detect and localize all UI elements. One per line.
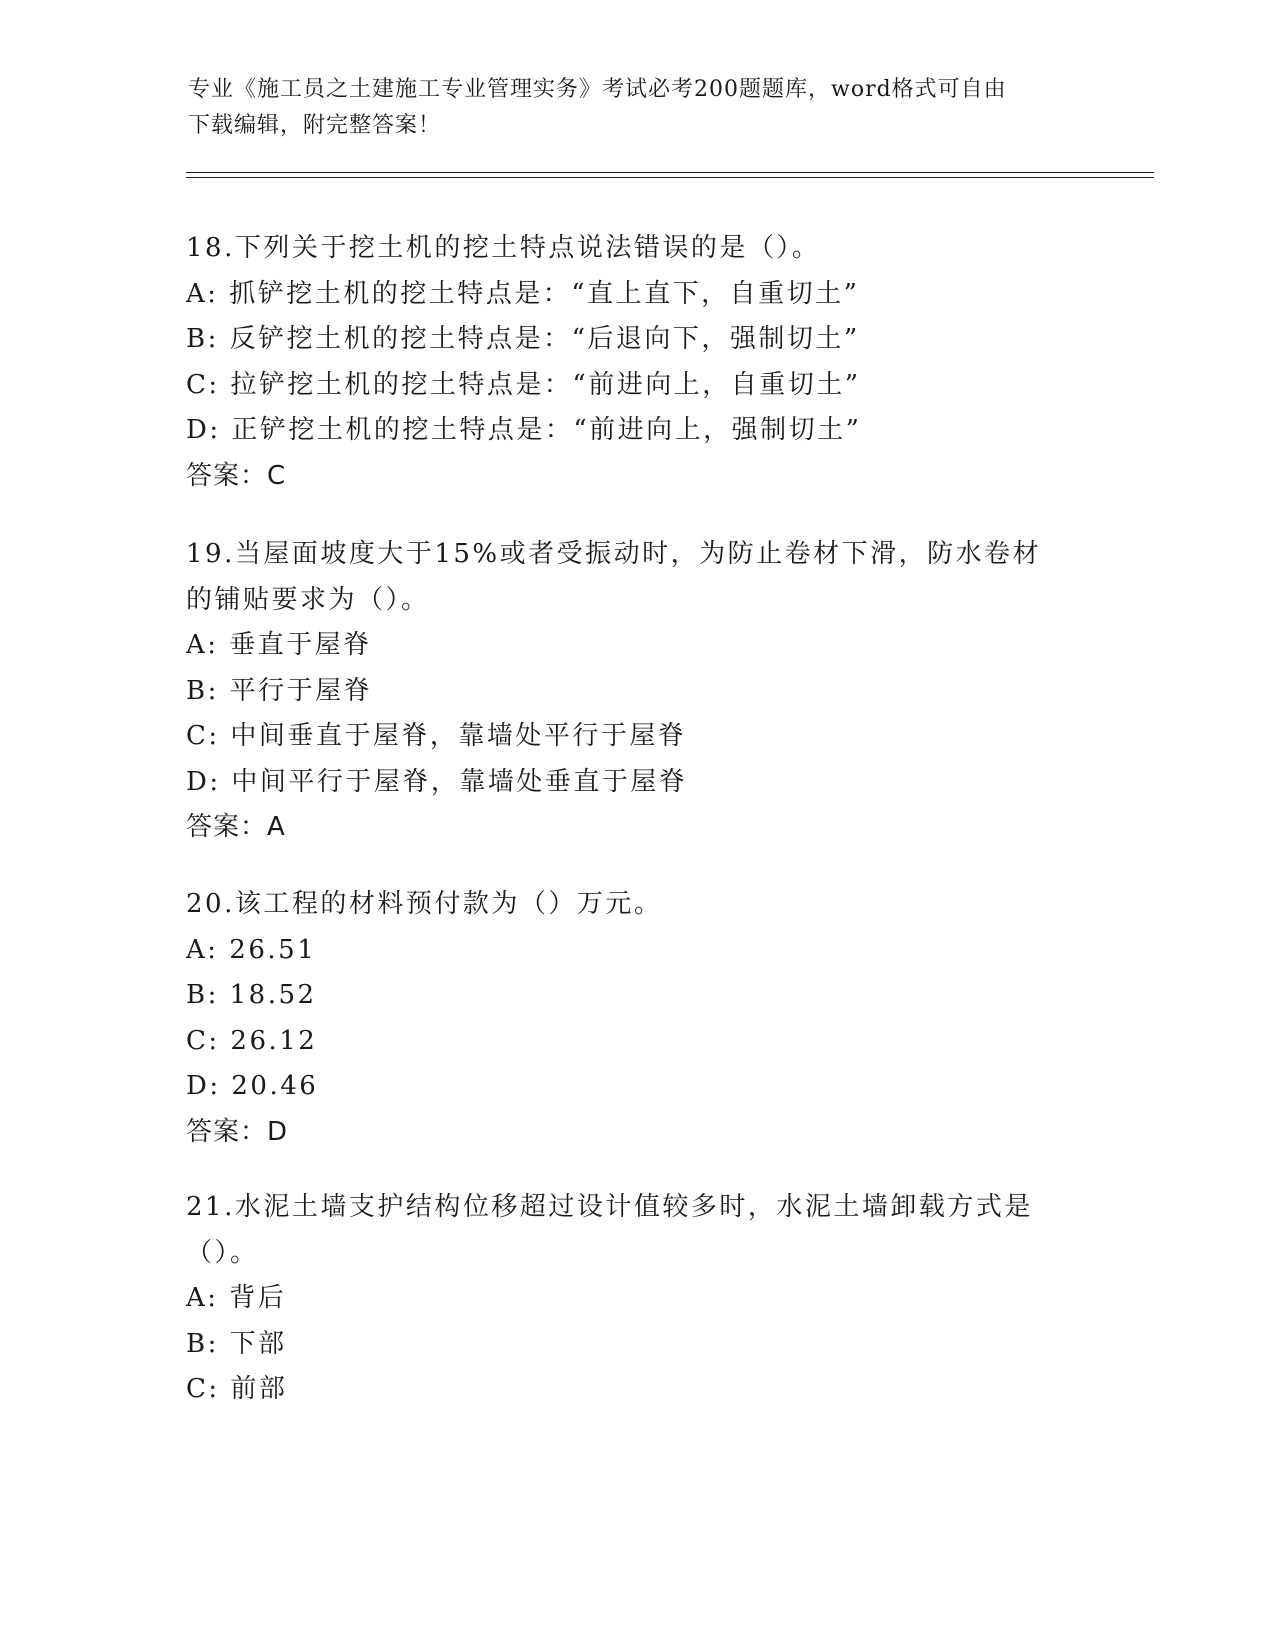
question-19: [186, 532, 1086, 851]
option-c: C: 26.12: [186, 1025, 318, 1056]
option-a: A: 垂直于屋脊: [186, 630, 372, 660]
header-rule-top: [186, 172, 1154, 173]
answer: 答案：A: [186, 812, 286, 842]
option-a: A: 26.51: [186, 934, 317, 965]
question-20: [186, 882, 1086, 1155]
option-b: B: 反铲挖土机的挖土特点是：“后退向下，强制切土”: [186, 324, 860, 354]
option-c: C: 中间垂直于屋脊，靠墙处平行于屋脊: [186, 721, 687, 751]
question-stem: 19.当屋面坡度大于15%或者受振动时，为防止卷材下滑，防水卷材的铺贴要求为（）。: [186, 539, 1042, 615]
question-18: [186, 226, 1086, 499]
document-header: [188, 72, 1088, 144]
option-b: B: 下部: [186, 1328, 287, 1359]
header-line-1: 专业《施工员之土建施工专业管理实务》考试必考200题题库，word格式可自由: [188, 77, 1007, 102]
question-21: [186, 1185, 1086, 1413]
option-b: B: 18.52: [186, 980, 317, 1010]
option-d: D: 正铲挖土机的挖土特点是：“前进向上，强制切土”: [186, 415, 862, 445]
header-line-2: 下载编辑，附完整答案！: [188, 113, 442, 138]
option-c: C: 拉铲挖土机的挖土特点是：“前进向上，自重切土”: [186, 369, 861, 400]
answer: 答案：C: [186, 460, 287, 491]
option-d: D: 中间平行于屋脊，靠墙处垂直于屋脊: [186, 766, 688, 797]
question-stem: 20.该工程的材料预付款为（）万元。: [186, 889, 663, 919]
option-a: A: 抓铲挖土机的挖土特点是：“直上直下，自重切土”: [186, 278, 860, 309]
option-c: C: 前部: [186, 1374, 288, 1404]
question-stem: 21.水泥土墙支护结构位移超过设计值较多时，水泥土墙卸载方式是（）。: [186, 1192, 1033, 1268]
answer: 答案：D: [186, 1116, 289, 1147]
option-b: B: 平行于屋脊: [186, 675, 373, 706]
question-stem: 18.下列关于挖土机的挖土特点说法错误的是（）。: [186, 233, 821, 263]
option-a: A: 背后: [186, 1283, 287, 1313]
header-rule-bottom: [186, 177, 1154, 178]
option-d: D: 20.46: [186, 1071, 319, 1101]
